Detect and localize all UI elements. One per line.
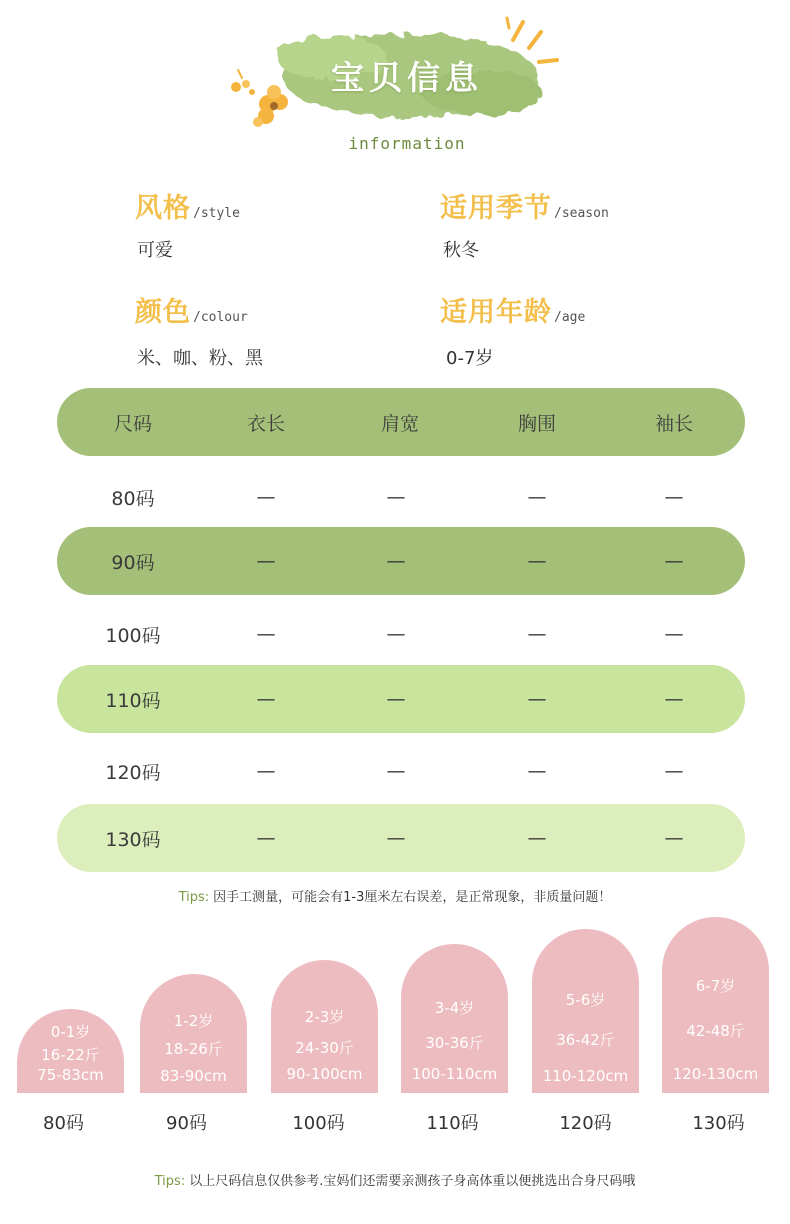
header-cell-shoulder: 肩宽 <box>380 412 420 435</box>
info-colour-value: 米、咖、粉、黑 <box>137 348 263 369</box>
size-arch-120 <box>532 929 639 1093</box>
arch-weight: 24-30斤 <box>295 1039 354 1057</box>
info-age-value: 0-7岁 <box>446 348 494 369</box>
row-value-cell: — <box>664 760 684 782</box>
row-value-cell: — <box>256 550 276 572</box>
row-value-cell: — <box>664 688 684 710</box>
info-season-label <box>440 186 609 225</box>
info-season-value: 秋冬 <box>443 240 479 261</box>
arch-height: 90-100cm <box>286 1065 363 1083</box>
table-row <box>57 463 745 531</box>
row-value-cell: — <box>527 623 547 645</box>
table-row <box>57 665 745 733</box>
row-size-cell: 130码 <box>105 828 161 851</box>
arch-weight: 16-22斤 <box>41 1046 100 1064</box>
table-row <box>57 737 745 805</box>
row-value-cell: — <box>527 688 547 710</box>
sparkle-icon <box>495 10 565 80</box>
arch-size-label: 110码 <box>426 1113 479 1134</box>
arch-age: 1-2岁 <box>173 1012 214 1030</box>
header-cell-sleeve: 袖长 <box>654 412 694 435</box>
arch-height: 100-110cm <box>411 1065 498 1083</box>
arch-weight: 18-26斤 <box>164 1040 223 1058</box>
row-value-cell: — <box>386 688 406 710</box>
row-value-cell: — <box>664 550 684 572</box>
arch-size-label: 80码 <box>43 1113 84 1134</box>
arch-height: 75-83cm <box>37 1066 104 1084</box>
arch-weight: 30-36斤 <box>425 1034 484 1052</box>
row-value-cell: — <box>386 760 406 782</box>
row-value-cell: — <box>664 486 684 508</box>
table-row <box>57 600 745 668</box>
row-size-cell: 120码 <box>105 761 161 784</box>
size-arch-100 <box>271 960 378 1093</box>
info-style-label <box>135 186 240 225</box>
arch-height: 83-90cm <box>160 1067 227 1085</box>
row-value-cell: — <box>386 623 406 645</box>
row-value-cell: — <box>527 486 547 508</box>
header-cell-chest: 胸围 <box>517 412 557 435</box>
row-value-cell: — <box>256 760 276 782</box>
row-value-cell: — <box>664 623 684 645</box>
tips-text: 以上尺码信息仅供参考.宝妈们还需要亲测孩子身高体重以便挑选出合身尺码哦 <box>189 1174 636 1189</box>
tips-reference <box>0 1170 790 1189</box>
row-value-cell: — <box>527 827 547 849</box>
arch-height: 120-130cm <box>672 1065 759 1083</box>
row-value-cell: — <box>386 550 406 572</box>
size-arch-90 <box>140 974 247 1093</box>
info-age-label <box>440 290 585 329</box>
size-arch-130 <box>662 917 769 1093</box>
arch-size-label: 90码 <box>166 1113 207 1134</box>
tips-measurement <box>0 886 790 905</box>
flower-icon <box>222 62 302 142</box>
row-value-cell: — <box>256 688 276 710</box>
arch-age: 0-1岁 <box>50 1023 91 1041</box>
size-arch-80 <box>17 1009 124 1093</box>
page-subtitle: information <box>348 134 466 153</box>
row-value-cell: — <box>386 486 406 508</box>
tips-text: 因手工测量，可能会有1-3厘米左右误差，是正常现象，非质量问题！ <box>213 890 612 905</box>
arch-age: 6-7岁 <box>695 977 736 995</box>
header-cell-length: 衣长 <box>246 412 286 435</box>
row-size-cell: 80码 <box>111 487 155 510</box>
arch-age: 5-6岁 <box>565 991 606 1009</box>
row-value-cell: — <box>527 550 547 572</box>
info-style-en: /style <box>193 206 240 221</box>
arch-weight: 36-42斤 <box>556 1031 615 1049</box>
arch-size-label: 130码 <box>692 1113 745 1134</box>
row-value-cell: — <box>664 827 684 849</box>
row-size-cell: 110码 <box>105 689 161 712</box>
tips-prefix: Tips: <box>178 890 210 905</box>
info-colour-title: 颜色 <box>135 297 191 328</box>
arch-size-label: 120码 <box>559 1113 612 1134</box>
arch-age: 2-3岁 <box>304 1008 345 1026</box>
arch-height: 110-120cm <box>542 1067 629 1085</box>
info-age-title: 适用年龄 <box>440 297 552 328</box>
table-row <box>57 804 745 872</box>
row-value-cell: — <box>256 486 276 508</box>
row-value-cell: — <box>256 623 276 645</box>
info-colour-label <box>135 290 248 329</box>
row-size-cell: 100码 <box>105 624 161 647</box>
info-season-en: /season <box>554 206 609 221</box>
row-value-cell: — <box>527 760 547 782</box>
info-age-en: /age <box>554 310 586 325</box>
info-season-title: 适用季节 <box>440 193 552 224</box>
table-row <box>57 527 745 595</box>
info-style-title: 风格 <box>135 193 191 224</box>
row-size-cell: 90码 <box>111 551 155 574</box>
size-table-header <box>57 388 745 456</box>
arch-weight: 42-48斤 <box>686 1022 745 1040</box>
info-colour-en: /colour <box>193 310 248 325</box>
arch-age: 3-4岁 <box>434 999 475 1017</box>
arch-size-label: 100码 <box>292 1113 345 1134</box>
row-value-cell: — <box>386 827 406 849</box>
row-value-cell: — <box>256 827 276 849</box>
page-title: 宝贝信息 <box>331 58 483 97</box>
size-arch-110 <box>401 944 508 1093</box>
header-cell-size: 尺码 <box>113 412 153 435</box>
tips-prefix: Tips: <box>154 1174 186 1189</box>
info-style-value: 可爱 <box>137 240 173 261</box>
